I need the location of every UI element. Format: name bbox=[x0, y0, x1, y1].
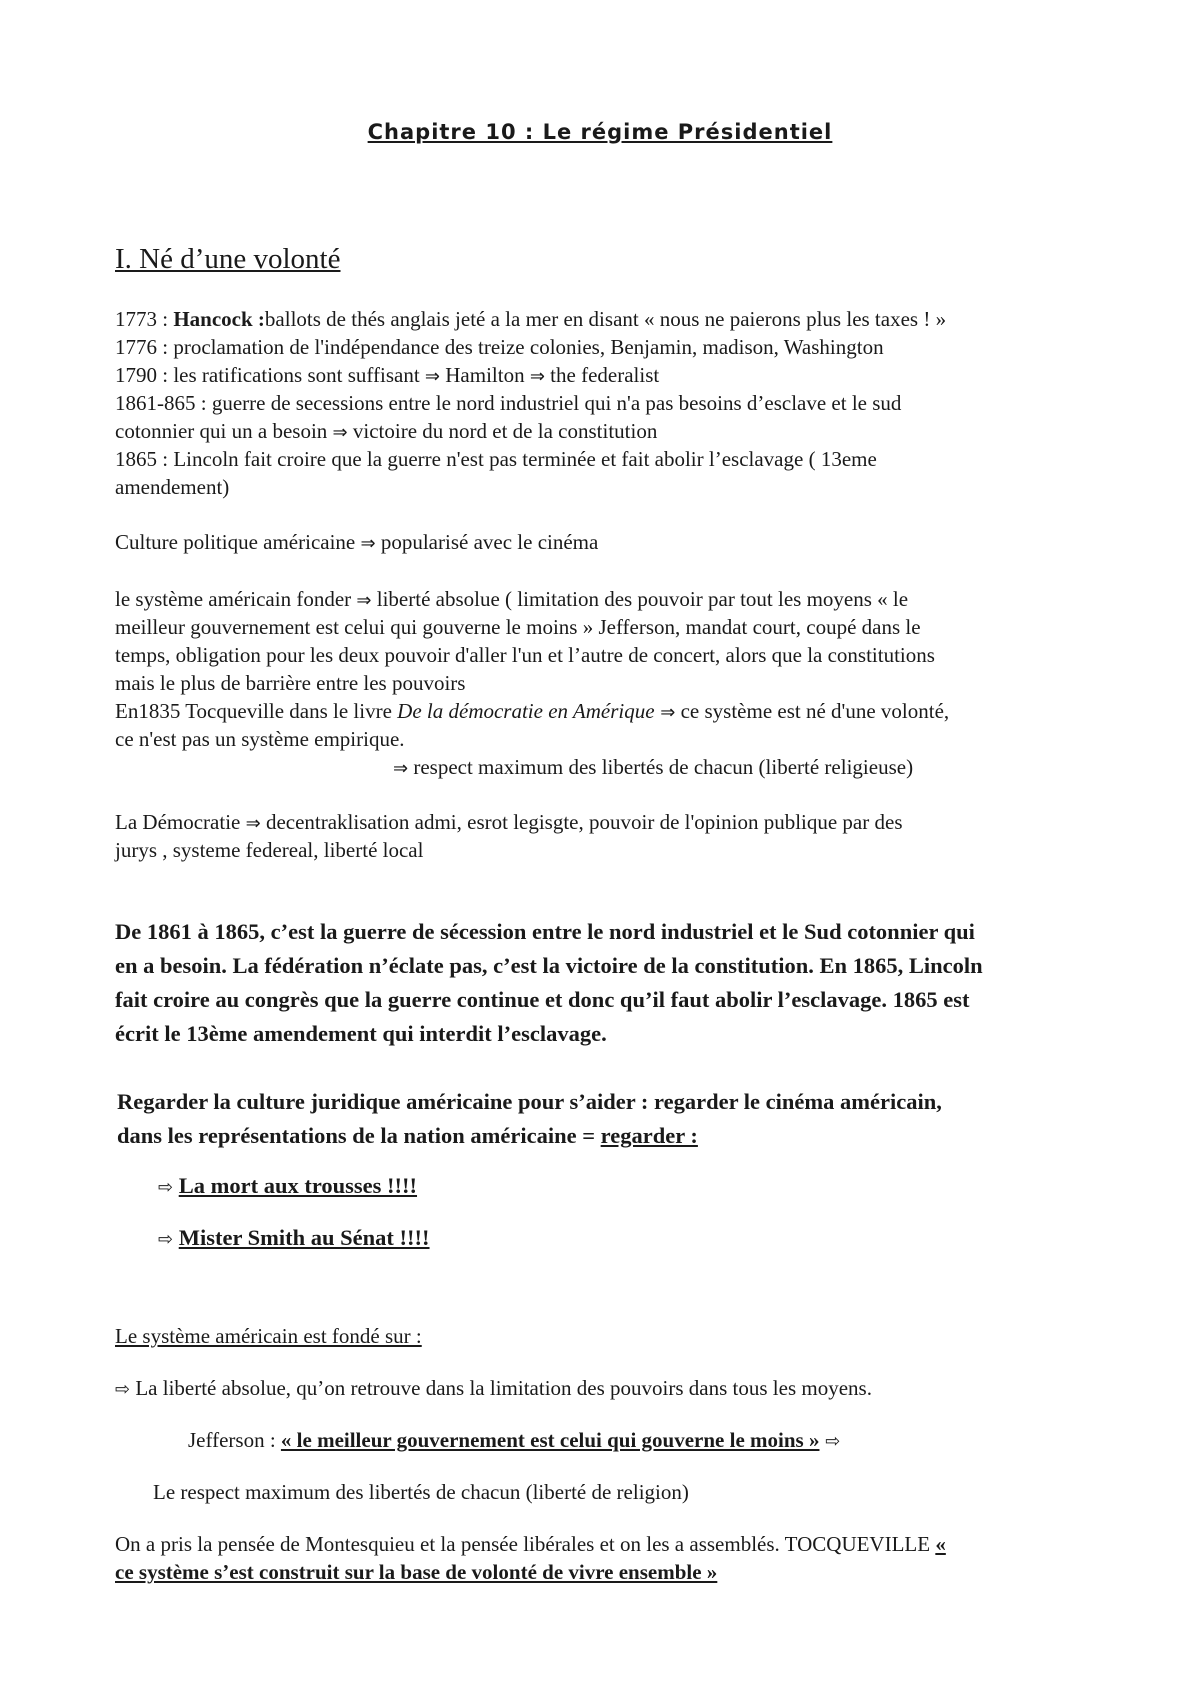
regarder-line: dans les représentations de la nation américaine = regarder : bbox=[117, 1123, 698, 1148]
timeline-line: 1776 : proclamation de l'indépendance des treize colonies, Benjamin, madison, Washington bbox=[115, 335, 884, 359]
outline-arrow-right-icon: ⇨ bbox=[819, 1431, 841, 1452]
timeline-line: 1773 : Hancock :ballots de thés anglais jeté a la mer en disant « nous ne paierons plus les taxes ! » bbox=[115, 307, 947, 331]
timeline-line: 1861-865 : guerre de secessions entre le nord industriel qui n'a pas besoins d’esclave et le sud bbox=[115, 391, 902, 415]
democratie-line: La Démocratie ⇒ decentraklisation admi, esrot legisgte, pouvoir de l'opinion publique par des bbox=[115, 810, 903, 834]
culture-line: Culture politique américaine ⇒ popularisé avec le cinéma bbox=[115, 530, 599, 554]
arrow-right-icon: ⇒ bbox=[654, 702, 676, 723]
arrow-right-icon: ⇒ bbox=[332, 422, 348, 443]
chapter-title: Chapitre 10 : Le régime Présidentiel bbox=[367, 120, 833, 144]
fonde-heading: Le système américain est fondé sur : bbox=[115, 1324, 422, 1348]
outline-arrow-right-icon: ⇨ bbox=[158, 1229, 174, 1250]
systeme-line: le système américain fonder ⇒ liberté absolue ( limitation des pouvoir par tout les moyens « le bbox=[115, 587, 909, 611]
systeme-line: ⇒ respect maximum des libertés de chacun (liberté religieuse) bbox=[393, 755, 914, 779]
systeme-line: temps, obligation pour les deux pouvoir d'aller l'un et l’autre de concert, alors que la constitutions bbox=[115, 643, 935, 667]
outline-arrow-right-icon: ⇨ bbox=[158, 1177, 174, 1198]
film-item bbox=[158, 1221, 430, 1257]
bold-paragraph-line: fait croire au congrès que la guerre continue et donc qu’il faut abolir l’esclavage. 1865 est bbox=[115, 987, 970, 1012]
timeline-line: 1790 : les ratifications sont suffisant ⇒ Hamilton ⇒ the federalist bbox=[115, 363, 660, 387]
regarder-line: Regarder la culture juridique américaine pour s’aider : regarder le cinéma américain, bbox=[117, 1089, 942, 1114]
systeme-line: mais le plus de barrière entre les pouvoirs bbox=[115, 671, 466, 695]
outline-arrow-right-icon: ⇨ bbox=[115, 1379, 131, 1400]
arrow-right-icon: ⇒ bbox=[424, 366, 440, 387]
liberte-line: ⇨ La liberté absolue, qu’on retrouve dans la limitation des pouvoirs dans tous les moyens. bbox=[115, 1376, 872, 1400]
respect-line: Le respect maximum des libertés de chacun (liberté de religion) bbox=[153, 1480, 689, 1504]
tocqueville-line: On a pris la pensée de Montesquieu et la pensée libérales et on les a assemblés. TOCQUEVILLE « bbox=[115, 1532, 946, 1556]
film-title: La mort aux trousses !!!! bbox=[178, 1173, 418, 1198]
systeme-line: ce n'est pas un système empirique. bbox=[115, 727, 405, 751]
section-heading: I. Né d’une volonté bbox=[115, 243, 341, 275]
timeline-line: amendement) bbox=[115, 475, 230, 499]
arrow-right-icon: ⇒ bbox=[529, 366, 545, 387]
jefferson-quote: « le meilleur gouvernement est celui qui gouverne le moins » bbox=[280, 1428, 820, 1452]
arrow-right-icon: ⇒ bbox=[245, 813, 261, 834]
bold-paragraph-line: en a besoin. La fédération n’éclate pas, c’est la victoire de la constitution. En 1865, Lincoln bbox=[115, 953, 983, 978]
systeme-line: En1835 Tocqueville dans le livre De la démocratie en Amérique ⇒ ce système est né d'une volonté, bbox=[115, 699, 950, 723]
arrow-right-icon: ⇒ bbox=[393, 758, 409, 779]
film-item bbox=[158, 1169, 417, 1205]
tocqueville-quote: ce système s’est construit sur la base de volonté de vivre ensemble » bbox=[115, 1560, 718, 1584]
democratie-line: jurys , systeme federeal, liberté local bbox=[115, 838, 424, 862]
timeline-line: cotonnier qui un a besoin ⇒ victoire du nord et de la constitution bbox=[115, 419, 658, 443]
timeline-line: 1865 : Lincoln fait croire que la guerre n'est pas terminée et fait abolir l’esclavage ( 13eme bbox=[115, 447, 877, 471]
bold-paragraph-line: De 1861 à 1865, c’est la guerre de sécession entre le nord industriel et le Sud cotonnier qui bbox=[115, 919, 975, 944]
bold-paragraph-line: écrit le 13ème amendement qui interdit l’esclavage. bbox=[115, 1021, 607, 1046]
film-title: Mister Smith au Sénat !!!! bbox=[178, 1225, 430, 1250]
book-title: De la démocratie en Amérique bbox=[397, 699, 655, 723]
jefferson-line: Jefferson : « le meilleur gouvernement est celui qui gouverne le moins » ⇨ bbox=[188, 1428, 841, 1452]
arrow-right-icon: ⇒ bbox=[360, 533, 376, 554]
arrow-right-icon: ⇒ bbox=[356, 590, 372, 611]
hancock-label: Hancock : bbox=[173, 307, 265, 331]
regarder-label: regarder : bbox=[600, 1123, 698, 1148]
systeme-line: meilleur gouvernement est celui qui gouverne le moins » Jefferson, mandat court, coupé dans le bbox=[115, 615, 921, 639]
